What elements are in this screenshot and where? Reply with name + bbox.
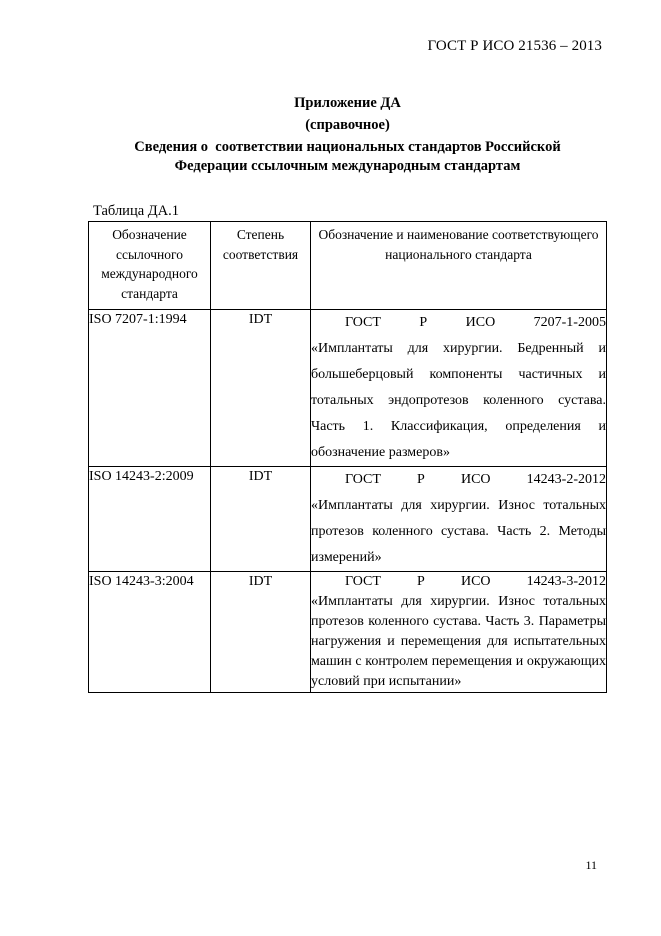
- appendix-title-block: [88, 94, 607, 176]
- national-standard-title: «Имплантаты для хирургии. Износ тотальных протезов коленного сустава. Часть 3. Параметры нагружения и перемещения для испытательных машин с контролем перемещения и окружающих условий при испытании»: [311, 594, 606, 689]
- national-standard-cell: [311, 310, 607, 467]
- degree-cell: IDT: [211, 467, 311, 572]
- designation-part: ГОСТ: [345, 315, 381, 330]
- appendix-subtitle: (справочное): [305, 117, 390, 133]
- designation-part: ИСО: [460, 574, 491, 589]
- national-standard-title: «Имплантаты для хирургии. Бедренный и большеберцовый компоненты частичных и тотальных эндопротезов коленного сустава. Часть 1. Классификация, определения и обозначение размеров»: [311, 341, 606, 460]
- designation-part: 14243-3-2012: [526, 574, 606, 589]
- designation-part: ИСО: [460, 472, 491, 487]
- national-standard-designation: [311, 572, 606, 592]
- header-international-standard: Обозначение ссылочного международного стандарта: [89, 222, 211, 310]
- reference-standards-table: [88, 221, 607, 693]
- international-standard-cell: ISO 14243-2:2009: [89, 467, 211, 572]
- degree-cell: IDT: [211, 572, 311, 693]
- appendix-heading-line-2: Федерации ссылочным международным стандартам: [174, 158, 521, 174]
- header-national-standard: Обозначение и наименование соответствующего национального стандарта: [311, 222, 607, 310]
- table-row: [89, 310, 607, 467]
- header-degree-of-conformity: Степень соответствия: [211, 222, 311, 310]
- table-row: [89, 572, 607, 693]
- table-header-row: [89, 222, 607, 310]
- appendix-heading-line-1: Сведения о соответствии национальных стандартов Российской: [134, 139, 561, 155]
- table-caption: Таблица ДА.1: [93, 203, 180, 219]
- designation-part: ИСО: [465, 315, 496, 330]
- designation-part: Р: [417, 472, 425, 487]
- degree-cell: IDT: [211, 310, 311, 467]
- national-standard-cell: [311, 572, 607, 693]
- national-standard-designation: [311, 310, 606, 336]
- national-standard-cell: [311, 467, 607, 572]
- designation-part: 7207-1-2005: [533, 315, 606, 330]
- designation-part: ГОСТ: [345, 472, 381, 487]
- international-standard-cell: ISO 14243-3:2004: [89, 572, 211, 693]
- document-code: ГОСТ Р ИСО 21536 – 2013: [427, 38, 602, 54]
- appendix-title: Приложение ДА: [294, 95, 401, 111]
- national-standard-title: «Имплантаты для хирургии. Износ тотальных протезов коленного сустава. Часть 2. Методы измерений»: [311, 498, 606, 565]
- designation-part: ГОСТ: [345, 574, 381, 589]
- designation-part: 14243-2-2012: [526, 472, 606, 487]
- page-number: 11: [585, 858, 597, 872]
- designation-part: Р: [417, 574, 425, 589]
- table-row: [89, 467, 607, 572]
- national-standard-designation: [311, 467, 606, 493]
- international-standard-cell: ISO 7207-1:1994: [89, 310, 211, 467]
- designation-part: Р: [419, 315, 428, 330]
